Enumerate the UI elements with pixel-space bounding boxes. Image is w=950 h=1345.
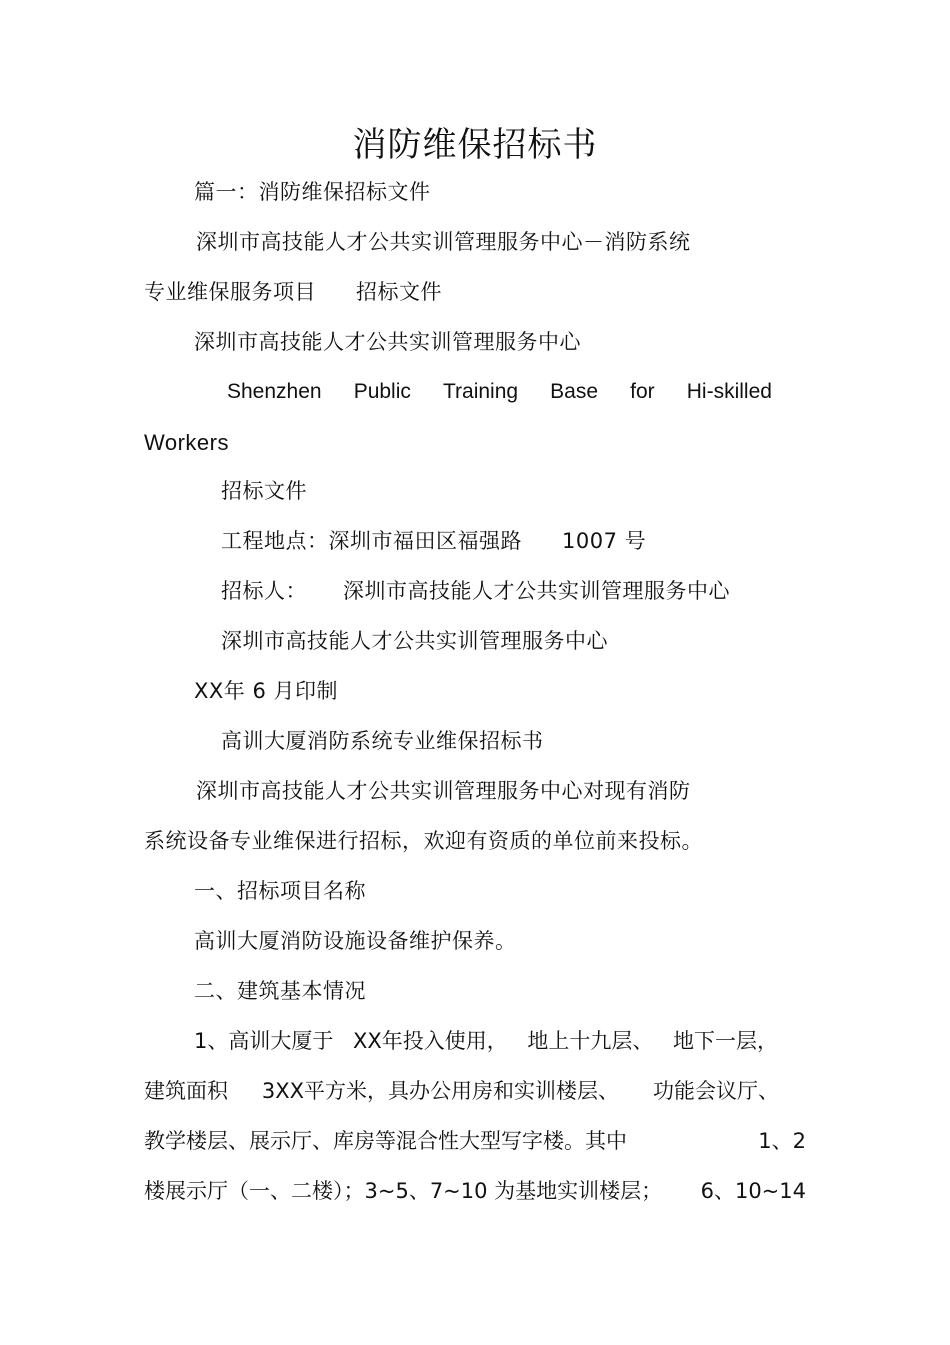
text-fragment: 3XX平方米，具办公用房和实训楼层、 (261, 1079, 620, 1103)
text-fragment: 建筑面积 (144, 1079, 228, 1103)
paragraph-line: 招标文件 (221, 479, 307, 503)
text-fragment: 6、10~14 (700, 1179, 806, 1203)
text-fragment: 地下一层， (672, 1029, 778, 1053)
paragraph-line: 高训大厦消防设施设备维护保养。 (194, 929, 517, 953)
text-fragment: 工程地点：深圳市福田区福强路 (221, 529, 522, 553)
english-word: Hi-skilled (686, 380, 772, 403)
project-location-line (221, 526, 646, 556)
print-date-line: XX年 6 月印制 (194, 679, 338, 703)
english-name-line: Workers (144, 430, 229, 455)
paragraph-line (144, 277, 442, 307)
english-word: Public (353, 380, 411, 403)
paragraph-line: 系统设备专业维保进行招标，欢迎有资质的单位前来投标。 (144, 829, 703, 853)
text-fragment: 招标文件 (356, 280, 442, 304)
section-heading: 二、建筑基本情况 (194, 979, 366, 1003)
text-fragment: 1007 号 (562, 529, 647, 553)
text-fragment: 1、高训大厦于 (194, 1029, 334, 1053)
paragraph-line (144, 1076, 779, 1106)
paragraph-line (144, 1126, 806, 1156)
paragraph-line (144, 1176, 806, 1206)
text-fragment: 深圳市高技能人才公共实训管理服务中心 (343, 579, 730, 603)
english-word: Training (442, 380, 519, 403)
paragraph-line: 深圳市高技能人才公共实训管理服务中心对现有消防 (196, 779, 691, 803)
english-name-line (227, 377, 772, 407)
subtitle-line: 高训大厦消防系统专业维保招标书 (221, 729, 544, 753)
text-fragment: 招标人： (221, 579, 307, 603)
text-fragment: 地上十九层、 (527, 1029, 654, 1053)
english-word: for (630, 380, 655, 403)
section-heading-part-one: 篇一：消防维保招标文件 (194, 180, 431, 204)
paragraph-line: 深圳市高技能人才公共实训管理服务中心－消防系统 (196, 230, 691, 254)
paragraph-line: 深圳市高技能人才公共实训管理服务中心 (194, 330, 581, 354)
text-fragment: 1、2 (758, 1129, 806, 1153)
text-fragment: 功能会议厅、 (652, 1079, 779, 1103)
paragraph-line (194, 1026, 778, 1056)
tenderer-line (221, 576, 730, 606)
text-fragment: 专业维保服务项目 (144, 280, 316, 304)
text-fragment: XX年投入使用， (352, 1029, 508, 1053)
document-title: 消防维保招标书 (352, 125, 598, 165)
section-heading: 一、招标项目名称 (194, 879, 366, 903)
text-fragment: 楼展示厅（一、二楼）；3~5、7~10 为基地实训楼层； (144, 1179, 663, 1203)
paragraph-line: 深圳市高技能人才公共实训管理服务中心 (221, 629, 608, 653)
english-word: Base (550, 380, 599, 403)
text-fragment: 教学楼层、展示厅、库房等混合性大型写字楼。其中 (144, 1129, 627, 1153)
english-word: Shenzhen (227, 380, 322, 403)
